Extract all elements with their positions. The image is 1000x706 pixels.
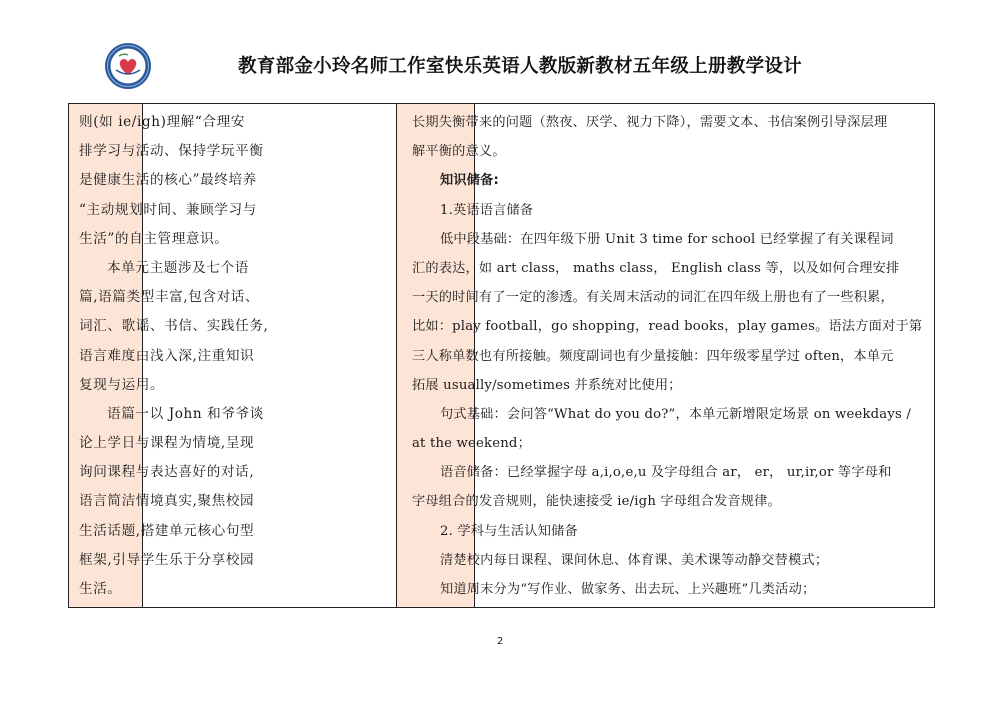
text-line: 低中段基础：在四年级下册 Unit 3 time for school 已经掌握了有关课程词 bbox=[440, 231, 894, 247]
studio-seal-logo-icon bbox=[104, 42, 152, 90]
subsection-heading: 2. 学科与生活认知储备 bbox=[440, 523, 578, 539]
text-line: 生活。 bbox=[79, 581, 122, 597]
text-line: 语言难度由浅入深,注重知识 bbox=[79, 347, 255, 364]
text-line: 知道周末分为“写作业、做家务、出去玩、上兴趣班”几类活动； bbox=[440, 582, 816, 597]
text-line: at the weekend； bbox=[412, 436, 531, 452]
text-line: 字母组合的发音规则，能快速接受 ie/igh 字母组合发音规律。 bbox=[412, 494, 781, 510]
text-line: 清楚校内每日课程、课间休息、体育课、美术课等动静交替模式； bbox=[440, 552, 829, 568]
text-line: 框架,引导学生乐于分享校园 bbox=[79, 551, 255, 568]
text-line: 复现与运用。 bbox=[79, 376, 165, 393]
subsection-heading: 1.英语语言储备 bbox=[440, 202, 534, 218]
text-line: 汇的表达，如 art class， maths class， English class 等，以及如何合理安排 bbox=[412, 260, 900, 276]
text-line: 词汇、歌谣、书信、实践任务, bbox=[79, 318, 269, 335]
text-line: 三人称单数也有所接触。频度副词也有少量接触：四年级零星学过 often，本单元 bbox=[412, 348, 894, 364]
text-line: 语言简洁情境真实,聚焦校园 bbox=[79, 493, 255, 510]
section-heading: 知识储备: bbox=[440, 173, 500, 189]
text-line: 是健康生活的核心”最终培养 bbox=[79, 172, 257, 189]
text-line: 询问课程与表达喜好的对话, bbox=[79, 464, 255, 481]
text-line: 拓展 usually/sometimes 并系统对比使用； bbox=[412, 377, 682, 393]
text-line: 解平衡的意义。 bbox=[412, 144, 506, 160]
page-number: 2 bbox=[496, 636, 504, 647]
text-line: 比如：play football，go shopping，read books，play games。语法方面对于第 bbox=[412, 319, 923, 335]
text-line: 本单元主题涉及七个语 bbox=[107, 259, 249, 276]
text-line: 语音储备：已经掌握字母 a,i,o,e,u 及字母组合 ar， er， ur,ir,or 等字母和 bbox=[440, 465, 892, 481]
text-line: 一天的时间有了一定的渗透。有关周末活动的词汇在四年级上册也有了一些积累， bbox=[412, 290, 894, 306]
text-line: “主动规划时间、兼顾学习与 bbox=[79, 201, 257, 218]
text-line: 生活”的自主管理意识。 bbox=[79, 230, 229, 247]
learner-analysis-text bbox=[412, 108, 930, 604]
text-line: 则(如 ie/igh)理解“合理安 bbox=[79, 114, 246, 130]
text-line: 论上学日与课程为情境,呈现 bbox=[79, 435, 255, 452]
unit-analysis-text bbox=[79, 108, 325, 604]
page-title: 教育部金小玲名师工作室快乐英语人教版新教材五年级上册教学设计 bbox=[237, 56, 802, 77]
text-line: 排学习与活动、保持学玩平衡 bbox=[79, 143, 264, 160]
text-line: 句式基础：会问答“What do you do?”，本单元新增限定场景 on weekdays / bbox=[440, 406, 912, 422]
text-line: 长期失衡带来的问题（熬夜、厌学、视力下降），需要文本、书信案例引导深层理 bbox=[412, 115, 888, 130]
text-line: 语篇一以 John 和爷爷谈 bbox=[107, 405, 264, 422]
studio-logo bbox=[104, 42, 152, 90]
text-line: 篇,语篇类型丰富,包含对话、 bbox=[79, 289, 260, 306]
text-line: 生活话题,搭建单元核心句型 bbox=[79, 522, 255, 539]
